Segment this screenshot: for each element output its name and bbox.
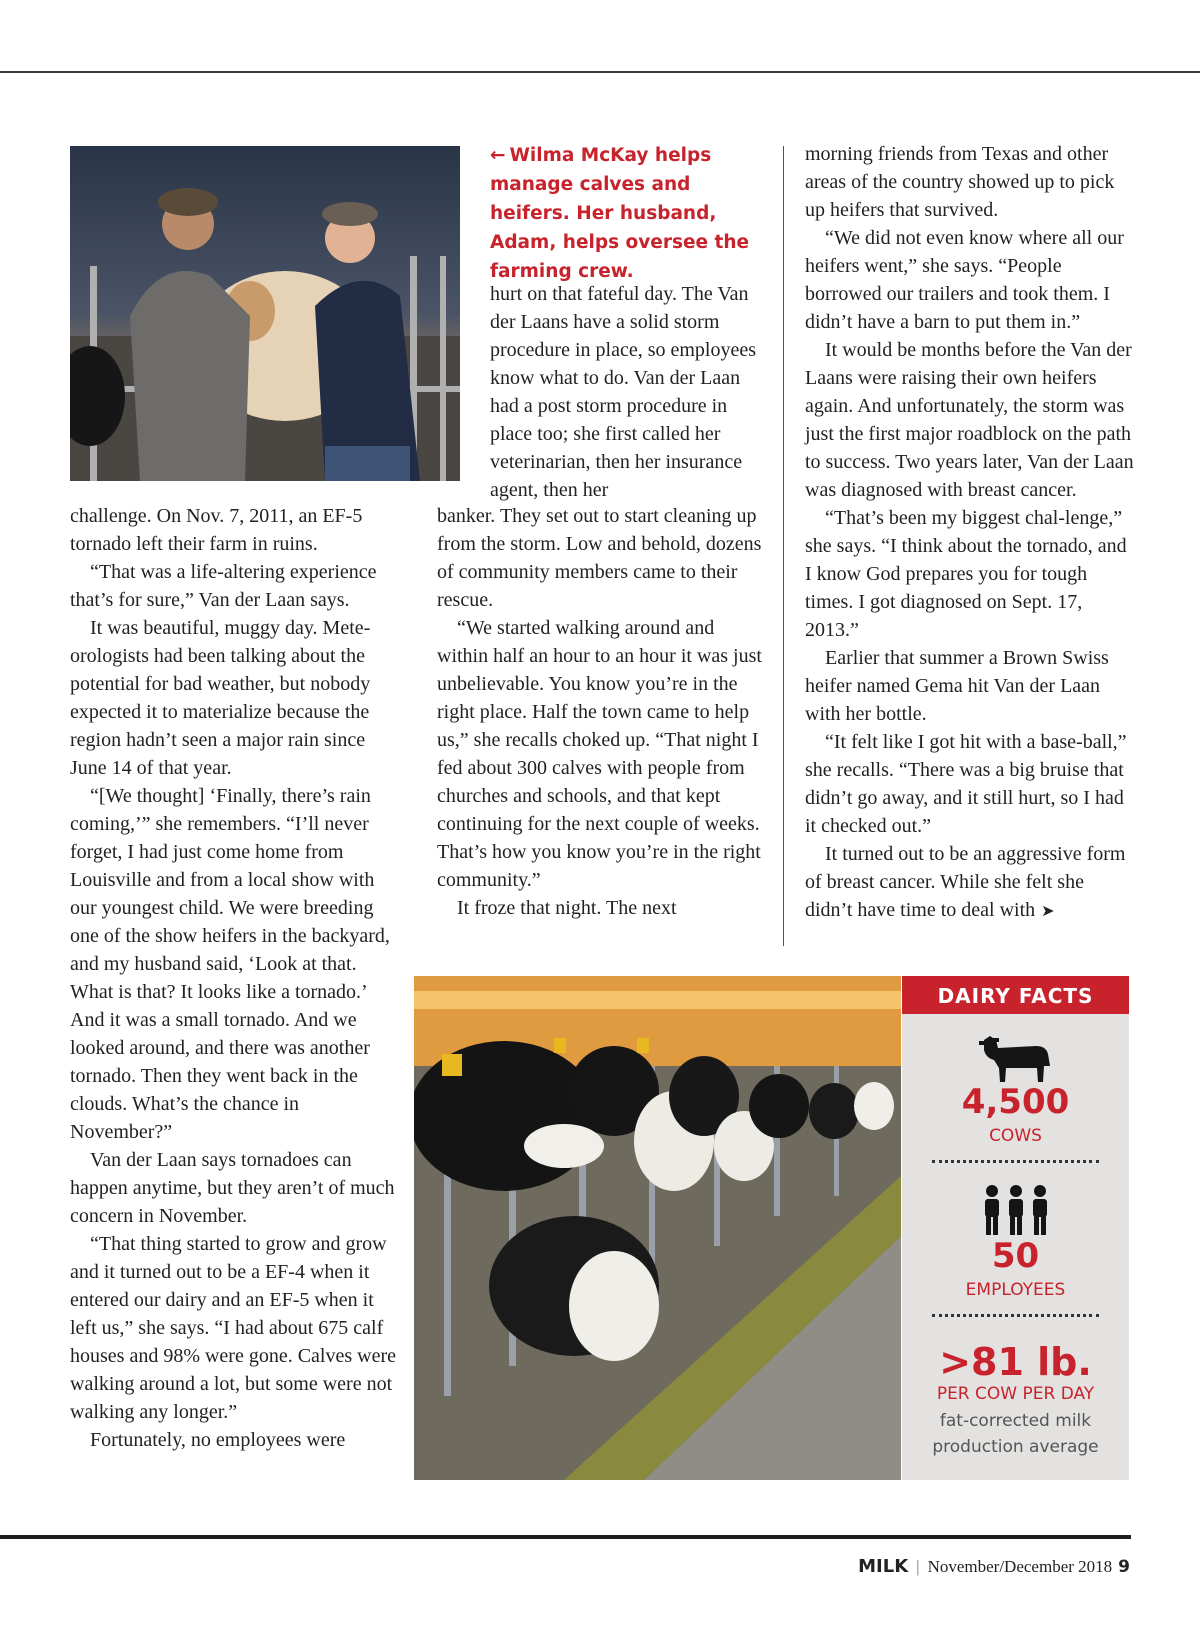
dairy-facts-panel [902,976,1129,1480]
paragraph-text: It turned out to be an aggressive form of breast cancer. While she felt she didn’t have time to deal with [805,843,1126,921]
paragraph: “We started walking around and within half an hour to an hour it was just unbelievable. You know you’re in the right place. Half the town came to help us,” she recalls choked up. “That night I fed about 300 calves with people from churches and schools, and that kept continuing for the next couple of weeks. That’s how you know you’re in the right community.” [437,617,762,891]
paragraph: It froze that night. The next [457,897,677,919]
paragraph: challenge. On Nov. 7, 2011, an EF-5 tornado left their farm in ruins. [70,505,363,555]
photo-caption [490,141,770,286]
cows-count: 4,500 [961,1082,1070,1122]
paragraph: “That thing started to grow and grow and it turned out to be a EF-4 when it entered our dairy and an EF-5 when it left us,” she says. “I had about 675 calf houses and 98% were gone. Calves were walking around a lot, but some were not walking any longer.” [70,1233,397,1423]
dotted-divider [932,1160,1099,1163]
paragraph: Fortunately, no employees were [90,1429,346,1451]
milk-description-line-1: fat-corrected milk [939,1411,1092,1431]
paragraph: It was beautiful, muggy day. Mete-orologists had been talking about the potential for bad weather, but nobody expected it to materialize because the region hadn’t seen a major rain since June 14 of that year. [70,617,371,779]
paragraph: morning friends from Texas and other areas of the country showed up to pick up heifers that survived. [805,143,1115,221]
magazine-logo: MILK [858,1556,909,1577]
paragraph: “We did not even know where all our heifers went,” she says. “People borrowed our trailers and took them. I didn’t have a barn to put them in.” [805,227,1124,333]
paragraph: banker. They set out to start cleaning up from the storm. Low and behold, dozens of community members came to their rescue. [437,505,762,611]
dotted-divider [932,1314,1099,1317]
cows-label: COWS [989,1126,1042,1146]
column-divider [783,146,784,946]
paragraph: hurt on that fateful day. The Van der Laans have a solid storm procedure in place, so employees know what to do. Van der Laan had a post storm procedure in place too; she first called her veterinarian, then her insurance agent, then her [490,283,757,501]
caption-text: Wilma McKay helps manage calves and heifers. Her husband, Adam, helps oversee the farming crew. [490,145,750,282]
photo-cows-feeding [414,976,901,1480]
milk-per-cow-value: >81 lb. [939,1340,1092,1384]
continue-arrow-icon: ➤ [1041,901,1055,920]
article-column-3 [805,140,1135,925]
paragraph: “It felt like I got hit with a base-ball,” she recalls. “There was a big bruise that didn’t go away, and it still hurt, so I had it checked out.” [805,731,1127,837]
paragraph: It would be months before the Van der Laans were raising their own heifers again. And unfortunately, the storm was just the first major roadblock on the path to success. Two years later, Van der Laan was diagnosed with breast cancer. [805,339,1134,501]
paragraph: Van der Laan says tornadoes can happen anytime, but they aren’t of much concern in November. [70,1149,395,1227]
left-arrow-icon: ← [490,145,506,166]
page-footer [858,1556,1130,1577]
paragraph: “That’s been my biggest chal-lenge,” she says. “I think about the tornado, and I know God prepares you for tough times. I got diagnosed on Sept. 17, 2013.” [805,507,1127,641]
paragraph: “[We thought] ‘Finally, there’s rain coming,’” she remembers. “I’ll never forget, I had just come home from Louisville and from a local show with our youngest child. We were breeding one of the show heifers in the backyard, and my husband said, ‘Look at that. What is that? It looks like a tornado.’ And it was a small tornado. And we looked around, and there was another tornado. Then they went back in the clouds. What’s the chance in November?” [70,785,390,1143]
top-rule [0,71,1200,73]
milk-per-cow-label: PER COW PER DAY [936,1384,1095,1404]
page-number: 9 [1118,1557,1130,1577]
bottom-rule [0,1535,1131,1539]
article-column-2-top [490,280,770,504]
paragraph: “That was a life-altering experience that’s for sure,” Van der Laan says. [70,561,377,611]
employees-label: EMPLOYEES [965,1280,1066,1300]
article-column-2-bottom [437,502,767,922]
paragraph [805,840,1135,925]
article-column-1 [70,502,400,1454]
issue-date: November/December 2018 [927,1557,1113,1576]
employees-count: 50 [991,1236,1040,1276]
milk-description-line-2: production average [932,1437,1099,1457]
footer-separator: | [916,1557,920,1576]
photo-couple-with-cow [70,146,460,481]
dairy-facts-title: DAIRY FACTS [902,976,1129,1014]
people-icon [902,1184,1129,1240]
paragraph: Earlier that summer a Brown Swiss heifer named Gema hit Van der Laan with her bottle. [805,647,1109,725]
